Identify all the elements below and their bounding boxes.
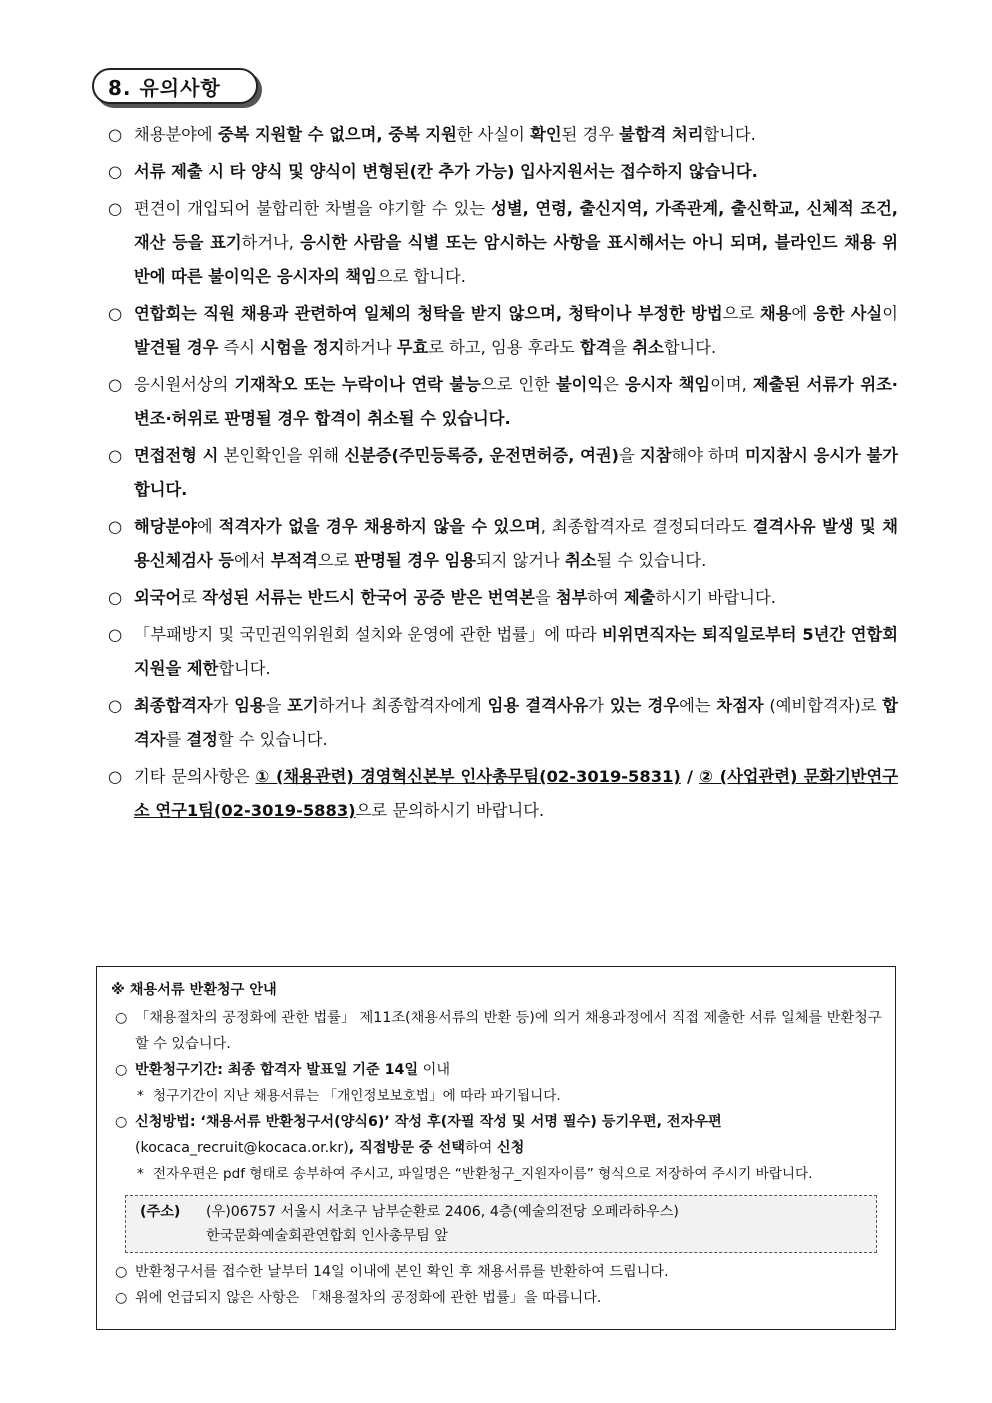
bullet: ○	[108, 304, 123, 323]
apply-method-b: , 직접방문 중 선택	[348, 1140, 465, 1156]
notice-text: 지참	[640, 446, 672, 465]
notice-text: 취소	[632, 338, 664, 357]
notice-text: 연합회는 직원 채용과 관련하여 일체의 청탁을 받지 않으며, 청탁이나 부정한 방법	[134, 304, 723, 323]
return-item	[111, 1109, 883, 1161]
notice-text: 외국어	[134, 588, 182, 607]
notice-text: 하거나,	[241, 233, 301, 252]
notice-text: 비위면직자는 퇴직일로부터 5년간 연합회 지원을 제한	[134, 625, 898, 678]
notice-text: 합니다.	[218, 659, 271, 678]
bullet: ○	[108, 767, 123, 786]
notice-text: 이며,	[710, 375, 753, 394]
notice-text: 응시자 책임	[624, 375, 711, 394]
notice-text: 신분증(주민등록증, 운전면허증, 여권)	[344, 446, 620, 465]
email-address[interactable]: (kocaca_recruit@kocaca.or.kr)	[135, 1140, 349, 1156]
notice-text: 을	[619, 446, 641, 465]
return-item-text: 위에 언급되지 않은 사항은 「채용절차의 공정화에 관한 법률」을 따릅니다.	[135, 1290, 602, 1306]
notice-text: 해야 하며	[671, 446, 745, 465]
notice-text: 중복 지원할 수 없으며, 중복 지원	[217, 125, 457, 144]
bullet: ○	[108, 199, 123, 218]
notice-item	[108, 581, 898, 615]
notice-text: 합니다.	[703, 125, 756, 144]
apply-method-c: 신청	[496, 1140, 525, 1156]
notice-item	[108, 760, 898, 828]
return-note-text: 전자우편은 pdf 형태로 송부하여 주시고, 파일명은 “반환청구_지원자이름” 형식으로 저장하여 주시기 바랍니다.	[153, 1166, 813, 1182]
notice-text: 무효	[396, 338, 429, 357]
notice-text: 제출	[623, 588, 656, 607]
note-mark: *	[137, 1088, 144, 1104]
notice-text: 최종합격자	[134, 696, 213, 715]
return-note-text: 청구기간이 지난 채용서류는 「개인정보보호법」에 따라 파기됩니다.	[153, 1088, 561, 1104]
apply-method: 신청방법: ‘채용서류 반환청구서(양식6)’ 작성 후(자필 작성 및 서명 필수) 등기우편, 전자우편	[135, 1114, 722, 1130]
notice-item	[108, 618, 898, 686]
notice-text: 임용	[234, 696, 266, 715]
address-line: 한국문화예술회관연합회 인사총무팀 앞	[206, 1228, 449, 1244]
notice-text: 된 경우	[561, 125, 620, 144]
return-item-text: 「채용절차의 공정화에 관한 법률」 제11조(채용서류의 반환 등)에 의거 채용과정에서 직접 제출한 서류 일체를 반환청구 할 수 있습니다.	[135, 1010, 882, 1052]
notice-text: /	[680, 767, 700, 786]
bullet: ○	[108, 125, 123, 144]
notice-text: 될 수 있습니다.	[596, 551, 707, 570]
notice-text: 불이익	[555, 375, 604, 394]
notice-text: 임용 결격사유	[487, 696, 589, 715]
bullet: ○	[108, 588, 123, 607]
bullet: ○	[108, 625, 123, 644]
notice-text: 차점자	[716, 696, 764, 715]
notice-text: 서류 제출 시 타 양식 및 양식이 변형된(칸 추가 가능) 입사지원서는 접수하지 않습니다.	[134, 162, 758, 181]
notice-text: 확인	[530, 125, 562, 144]
notice-item	[108, 155, 898, 189]
notice-text: 으로 문의하시기 바랍니다.	[355, 801, 545, 820]
return-request-box	[96, 966, 896, 1330]
bullet: ○	[115, 1290, 128, 1306]
notice-text: 미지참시 응시가 불가합니다.	[134, 446, 899, 499]
notice-text: 합니다.	[663, 338, 717, 357]
return-note	[111, 1161, 883, 1187]
apply-method-mid: 하여	[464, 1140, 497, 1156]
notice-text: 기재착오 또는 누락이나 연락 불능	[234, 375, 481, 394]
notice-text: 으로 합니다.	[376, 267, 466, 286]
notice-item	[108, 439, 898, 507]
notice-list	[108, 118, 898, 828]
notice-text: 채용분야에	[134, 125, 218, 144]
notice-text: 부적격	[270, 551, 318, 570]
notice-text: 하시기 바랍니다.	[655, 588, 776, 607]
notice-text: 작성된 서류는 반드시 한국어 공증 받은 번역본	[202, 588, 535, 607]
notice-item	[108, 368, 898, 436]
notice-text: 결정	[186, 730, 218, 749]
return-period: 반환청구기간: 최종 합격자 발표일 기준 14일	[135, 1062, 419, 1078]
notice-text: 시험을 정지	[260, 338, 345, 357]
bullet: ○	[115, 1062, 128, 1078]
notice-text: 발견될 경우	[134, 338, 219, 357]
notice-text: 합격자	[134, 696, 898, 749]
notice-text: 을	[534, 588, 556, 607]
return-item	[111, 1057, 883, 1083]
notice-text: 적격자가 없을 경우 채용하지 않을 수 있으며	[218, 517, 541, 536]
notice-text: 있는 경우	[609, 696, 680, 715]
notice-text: 면접전형 시	[134, 446, 219, 465]
notice-text: 을	[611, 338, 633, 357]
notice-text: 가	[588, 696, 610, 715]
notice-text: 응시원서상의	[134, 375, 235, 394]
notice-text: 로	[181, 588, 203, 607]
notice-text: 취소	[564, 551, 597, 570]
return-item	[111, 1259, 883, 1285]
return-note	[111, 1083, 883, 1109]
bullet: ○	[108, 517, 123, 536]
notice-text: 성별, 연령, 출신지역, 가족관계, 출신학교, 신체적 조건, 재산 등을 표기	[134, 199, 898, 252]
bullet: ○	[108, 446, 123, 465]
notice-text: 가	[212, 696, 235, 715]
return-box-title: ※ 채용서류 반환청구 안내	[111, 982, 277, 998]
notice-text: 판명될 경우 임용	[354, 551, 476, 570]
notice-item	[108, 689, 898, 757]
bullet: ○	[115, 1114, 128, 1130]
notice-text: , 최종합격자로 결정되더라도	[540, 517, 753, 536]
notice-text: ② (사업관련) 문화기반연구소 연구1팀(02-3019-5883)	[134, 767, 898, 820]
notice-text: 응시한 사람을 식별 또는 암시하는 사항을 표시해서는 아니 되며, 블라인드 채용 위반에 따른 불이익은 응시자의 책임	[134, 233, 898, 286]
notice-text: 하거나	[344, 338, 397, 357]
notice-text: 합격	[579, 338, 612, 357]
notice-text: 은	[603, 375, 625, 394]
bullet: ○	[115, 1010, 128, 1026]
section-title: 8. 유의사항	[92, 68, 258, 104]
return-item-text: 반환청구서를 접수한 날부터 14일 이내에 본인 확인 후 채용서류를 반환하여 드립니다.	[135, 1264, 669, 1280]
notice-text: 에	[196, 517, 219, 536]
notice-text: 로 하고, 임용 후라도	[428, 338, 580, 357]
notice-text: 이	[882, 304, 898, 323]
notice-text: 으로 인한	[480, 375, 556, 394]
notice-item	[108, 510, 898, 578]
notice-text: 에서	[234, 551, 271, 570]
notice-text: 「부패방지 및 국민권익위원회 설치와 운영에 관한 법률」에 따라	[134, 625, 603, 644]
notice-text: (예비합격자)로	[763, 696, 883, 715]
bullet: ○	[108, 162, 123, 181]
notice-text: 을	[265, 696, 288, 715]
notice-text: 즉시	[218, 338, 261, 357]
return-item	[111, 1005, 883, 1057]
notice-text: ① (채용관련) 경영혁신본부 인사총무팀(02-3019-5831)	[255, 767, 681, 786]
notice-text: 해당분야	[134, 517, 197, 536]
notice-text: 채용	[759, 304, 792, 323]
address-box	[125, 1195, 877, 1253]
notice-text: 를	[165, 730, 187, 749]
notice-text: 응한 사실	[813, 304, 883, 323]
notice-text: 할 수 있습니다.	[217, 730, 328, 749]
notice-text: 첨부	[555, 588, 588, 607]
bullet: ○	[108, 696, 123, 715]
notice-text: 으로	[317, 551, 355, 570]
notice-text: 되지 않거나	[475, 551, 565, 570]
bullet: ○	[115, 1264, 128, 1280]
notice-text: 기타 문의사항은	[134, 767, 256, 786]
return-period-rest: 이내	[418, 1062, 451, 1078]
notice-text: 으로	[722, 304, 760, 323]
notice-text: 하여	[587, 588, 624, 607]
notice-text: 에	[791, 304, 813, 323]
notice-text: 한 사실이	[456, 125, 531, 144]
address-line: (우)06757 서울시 서초구 남부순환로 2406, 4층(예술의전당 오페라하우스)	[206, 1204, 679, 1220]
address-label: (주소)	[140, 1204, 181, 1220]
notice-text: 하거나 최종합격자에게	[318, 696, 488, 715]
notice-item	[108, 192, 898, 294]
bullet: ○	[108, 375, 123, 394]
notice-text: 편견이 개입되어 불합리한 차별을 야기할 수 있는	[134, 199, 492, 218]
notice-text: 에는	[679, 696, 717, 715]
notice-item	[108, 297, 898, 365]
notice-text: 불합격 처리	[619, 125, 704, 144]
return-item	[111, 1285, 883, 1311]
notice-text: 결격사유 발생 및 채용신체검사 등	[134, 517, 899, 570]
notice-text: 본인확인을 위해	[218, 446, 345, 465]
notice-item	[108, 118, 898, 152]
notice-text: 제출된 서류가 위조·변조·허위로 판명될 경우 합격이 취소될 수 있습니다.	[134, 375, 898, 428]
note-mark: *	[137, 1166, 144, 1182]
notice-text: 포기	[287, 696, 319, 715]
